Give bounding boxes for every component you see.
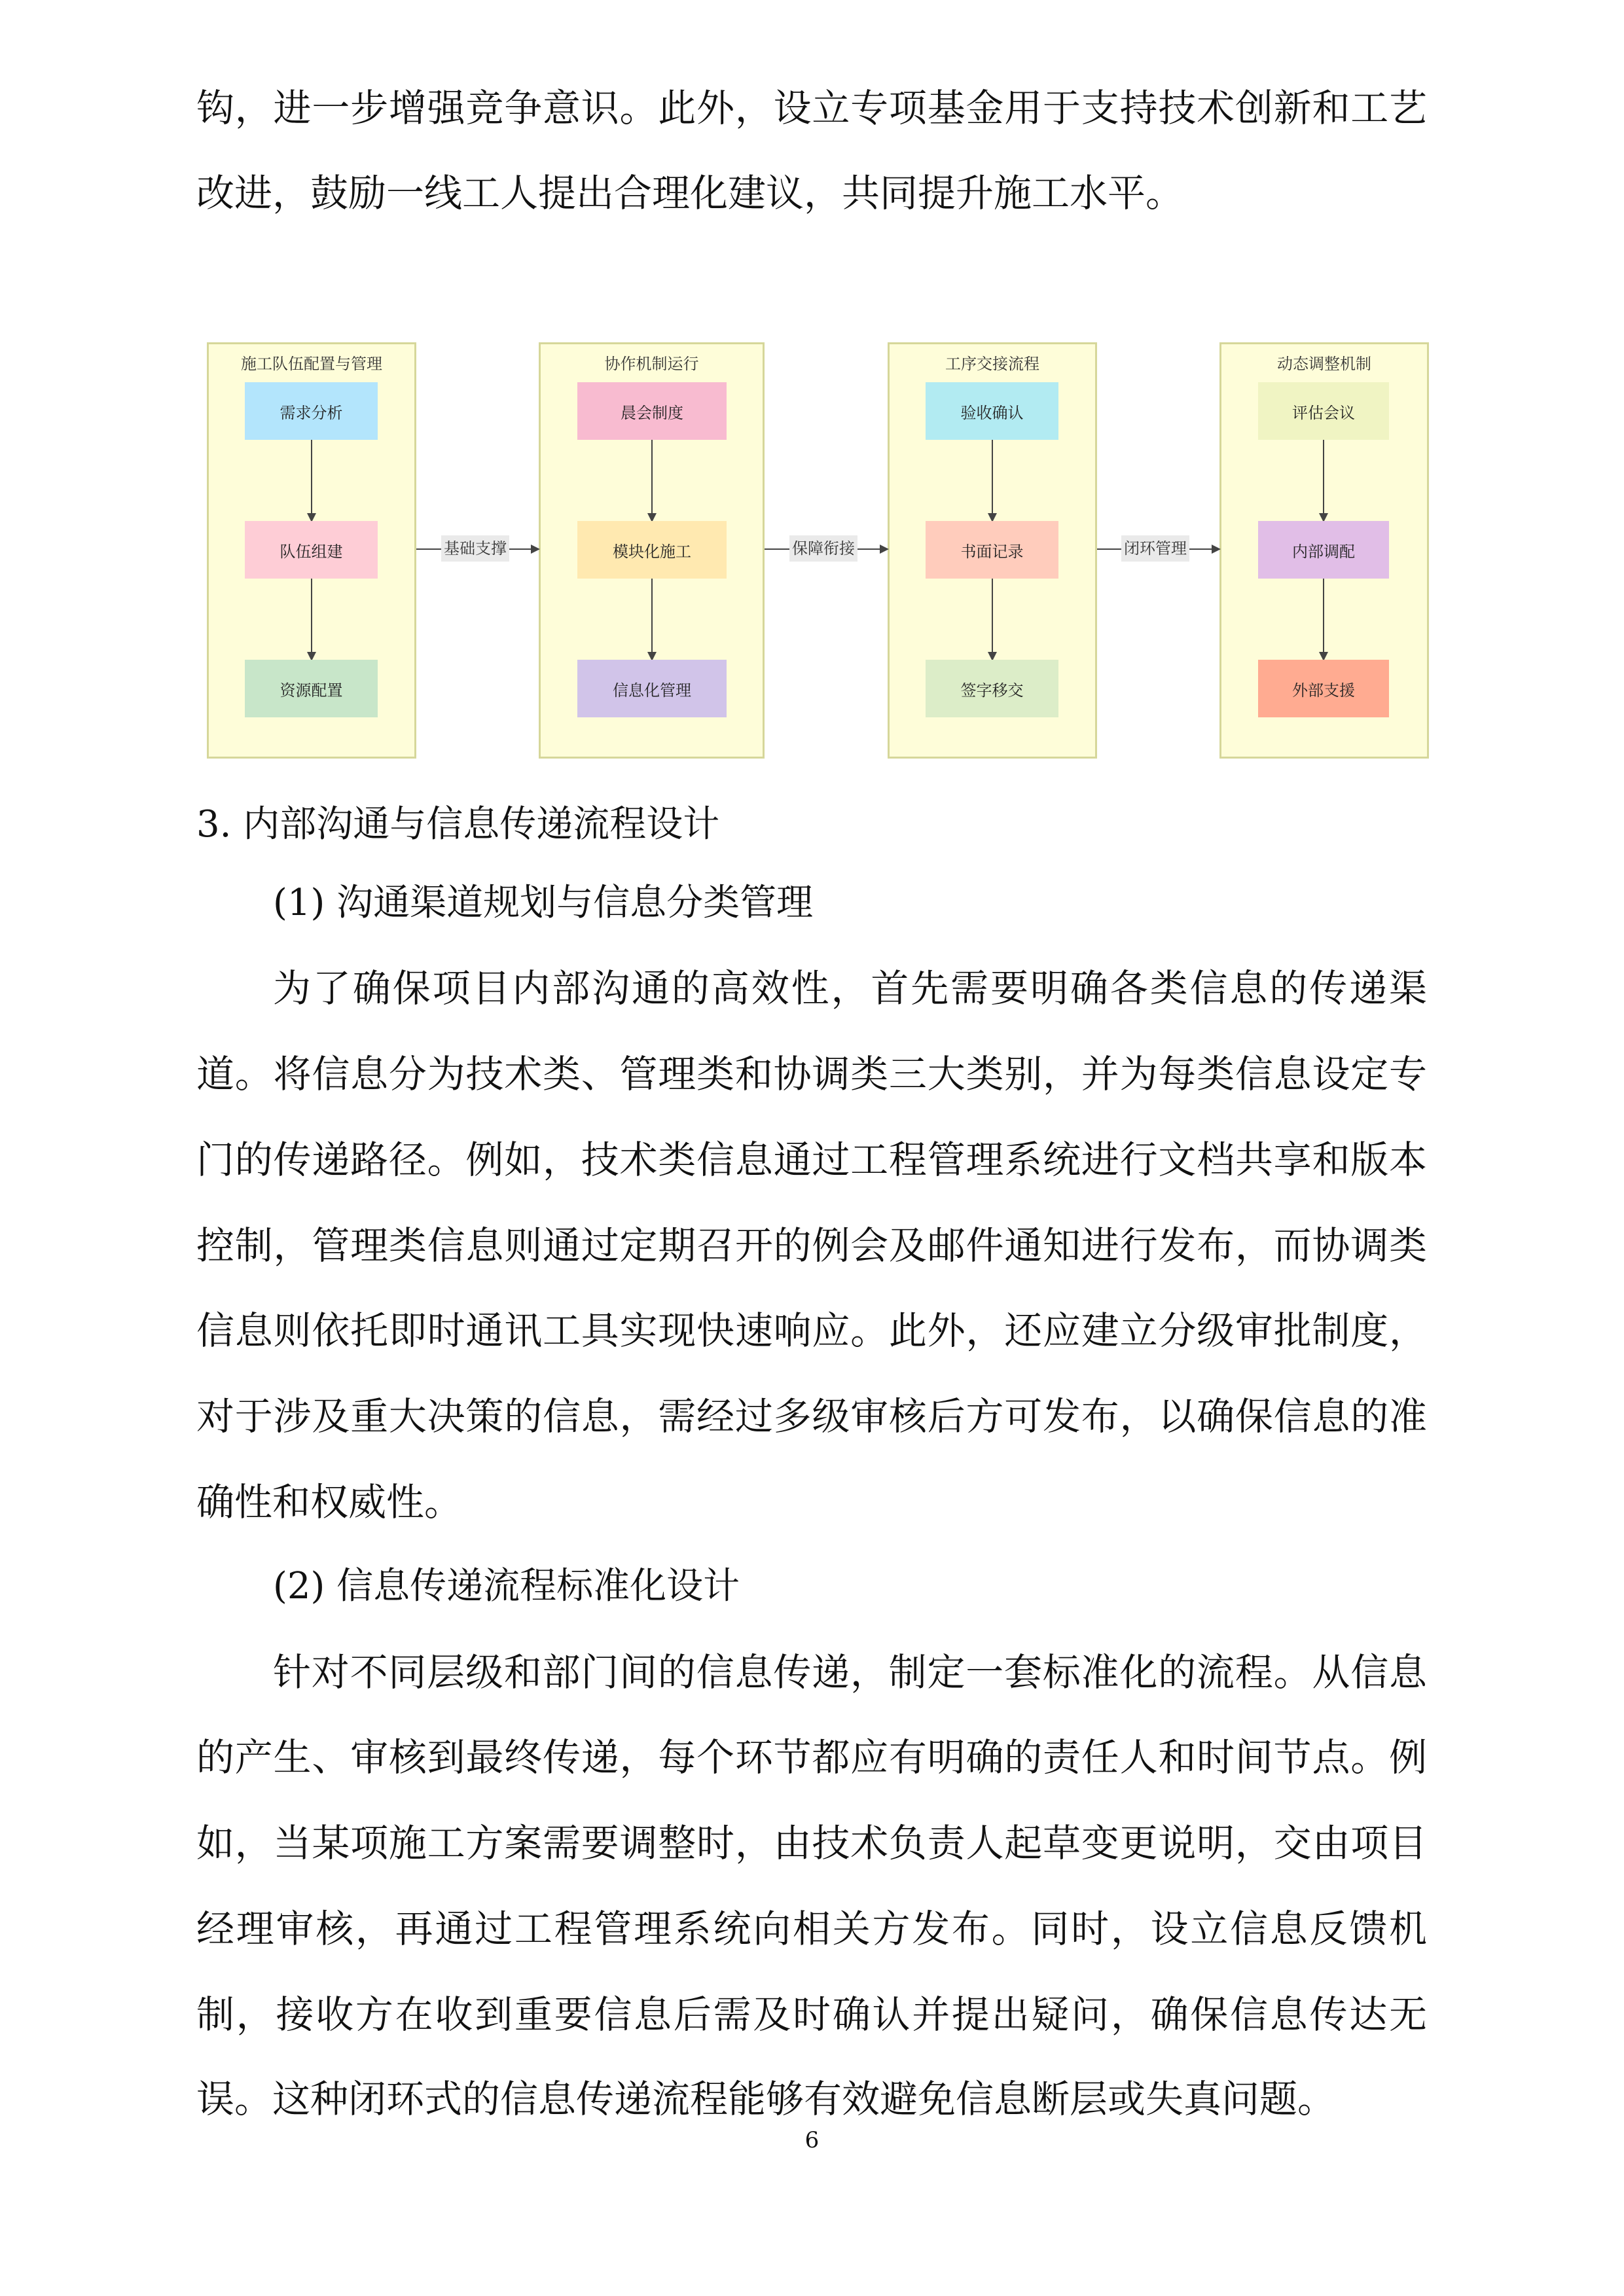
text-line: 钩，进一步增强竞争意识。此外，设立专项基金用于支持技术创新和工艺 [196,86,1427,130]
section-heading: 3. 内部沟通与信息传递流程设计 [196,803,720,846]
text-line: 控制，管理类信息则通过定期召开的例会及邮件通知进行发布，而协调类 [196,1223,1427,1268]
connector-label: 基础支撑 [441,535,509,562]
flow-node: 信息化管理 [577,660,727,717]
flow-node: 队伍组建 [245,521,378,579]
text-line: 制，接收方在收到重要信息后需及时确认并提出疑问，确保信息传达无 [196,1992,1427,2037]
connector-label: 闭环管理 [1121,535,1189,562]
flow-node: 书面记录 [926,521,1058,579]
flow-node: 内部调配 [1258,521,1389,579]
connector-label: 保障衔接 [789,535,857,562]
text-line: 道。将信息分为技术类、管理类和协调类三大类别，并为每类信息设定专 [196,1052,1427,1096]
flow-node: 模块化施工 [577,521,727,579]
flow-arrow [311,579,312,660]
flow-arrow [992,579,993,660]
flow-node: 验收确认 [926,382,1058,440]
page-number: 6 [804,2127,820,2153]
text-line: 经理审核，再通过工程管理系统向相关方发布。同时，设立信息反馈机 [196,1907,1427,1951]
panel-title: 工序交接流程 [945,355,1039,373]
text-line: 确性和权威性。 [196,1480,463,1524]
text-line: 对于涉及重大决策的信息，需经过多级审核后方可发布，以确保信息的准 [196,1394,1427,1439]
text-line: 改进，鼓励一线工人提出合理化建议，共同提升施工水平。 [196,171,1184,215]
flow-node: 签字移交 [926,660,1058,717]
flow-arrow [1323,579,1324,660]
flow-arrow [992,440,993,521]
panel-title: 施工队伍配置与管理 [241,355,382,373]
flow-arrow [651,579,653,660]
flow-node: 资源配置 [245,660,378,717]
text-line: 信息则依托即时通讯工具实现快速响应。此外，还应建立分级审批制度， [196,1308,1427,1353]
text-line: 为了确保项目内部沟通的高效性，首先需要明确各类信息的传递渠 [273,966,1427,1011]
flow-node: 外部支援 [1258,660,1389,717]
text-line: 误。这种闭环式的信息传递流程能够有效避免信息断层或失真问题。 [196,2077,1336,2121]
text-line: 门的传递路径。例如，技术类信息通过工程管理系统进行文档共享和版本 [196,1138,1427,1182]
text-line: 的产生、审核到最终传递，每个环节都应有明确的责任人和时间节点。例 [196,1735,1427,1780]
text-line: 针对不同层级和部门间的信息传递，制定一套标准化的流程。从信息 [273,1650,1427,1695]
flow-arrow [1323,440,1324,521]
flow-node: 需求分析 [245,382,378,440]
panel-title: 协作机制运行 [604,355,699,373]
flow-node: 评估会议 [1258,382,1389,440]
flow-node: 晨会制度 [577,382,727,440]
subsection-heading: (1) 沟通渠道规划与信息分类管理 [273,882,814,924]
flow-arrow [651,440,653,521]
subsection-heading: (2) 信息传递流程标准化设计 [273,1565,740,1607]
text-line: 如，当某项施工方案需要调整时，由技术负责人起草变更说明，交由项目 [196,1821,1427,1865]
panel-title: 动态调整机制 [1277,355,1371,373]
flow-arrow [311,440,312,521]
